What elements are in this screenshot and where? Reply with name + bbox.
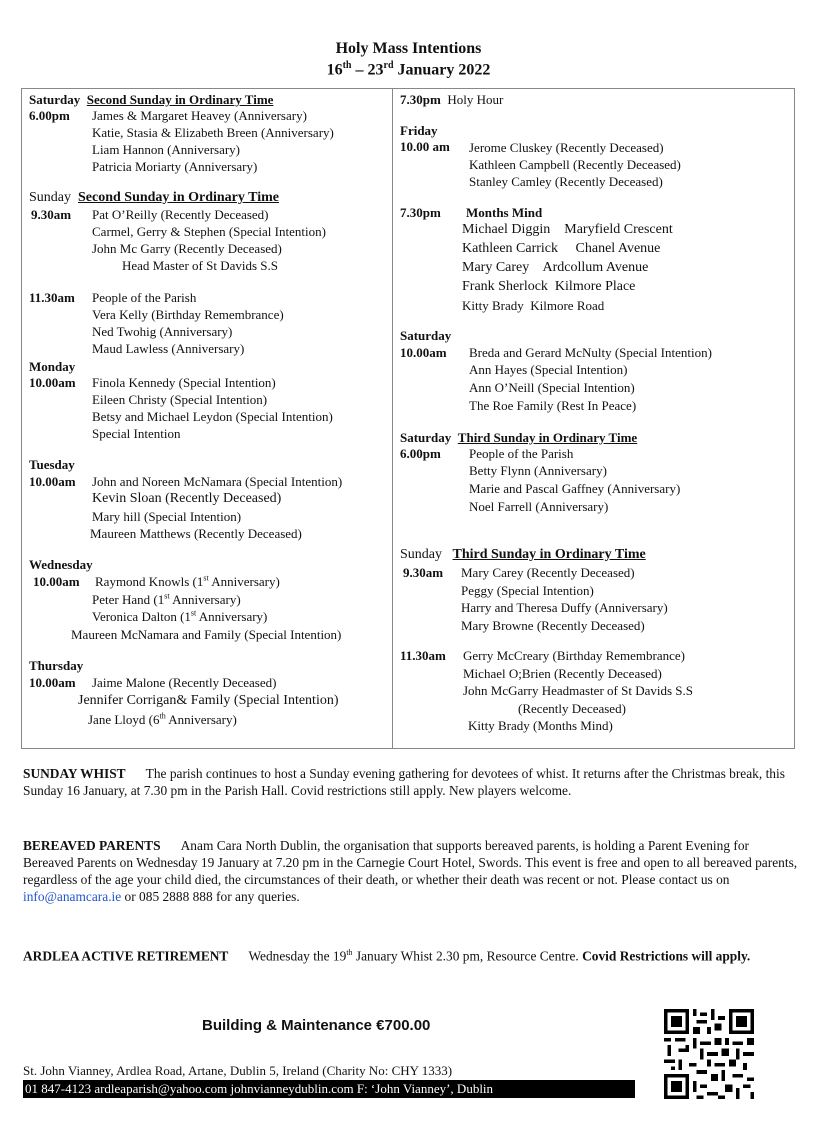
intention-line: Ann O’Neill (Special Intention) [469, 380, 635, 395]
intention-line: Maud Lawless (Anniversary) [92, 341, 245, 356]
sunday-time: 11.30am [29, 290, 75, 305]
intention-line: John and Noreen McNamara (Special Intention) [92, 474, 343, 489]
notice-label: SUNDAY WHIST [23, 766, 126, 781]
sunday-time: 9.30am [403, 565, 444, 580]
months-mind-line: Michael Diggin Maryfield Crescent [462, 222, 673, 237]
column-divider [392, 89, 393, 748]
notice-label: BEREAVED PARENTS [23, 838, 161, 853]
months-mind-title: Months Mind [466, 205, 543, 220]
intention-line: Harry and Theresa Duffy (Anniversary) [461, 600, 668, 615]
sunday-heading: Sunday Second Sunday in Ordinary Time [29, 190, 279, 205]
intention-line: Mary Browne (Recently Deceased) [461, 618, 645, 633]
intention-line: Ned Twohig (Anniversary) [92, 324, 233, 339]
intention-line: Marie and Pascal Gaffney (Anniversary) [469, 481, 681, 496]
intention-line: Vera Kelly (Birthday Remembrance) [92, 307, 284, 322]
intention-line: Betsy and Michael Leydon (Special Intention) [92, 409, 333, 424]
date-range: 16th – 23rd January 2022 [326, 60, 491, 79]
intention-line: Pat O’Reilly (Recently Deceased) [92, 207, 269, 222]
holy-hour-line: 7.30pm Holy Hour [400, 92, 504, 107]
intention-line: Jaime Malone (Recently Deceased) [92, 675, 277, 690]
intention-line: Breda and Gerard McNulty (Special Intention) [469, 345, 712, 360]
months-mind-line: Kathleen Carrick Chanel Avenue [462, 241, 661, 256]
saturday-vigil-time: 6.00pm [400, 446, 441, 461]
intention-line: Peter Hand (1st Anniversary) [92, 591, 241, 607]
months-mind-time: 7.30pm [400, 205, 441, 220]
contact-bar: 01 847-4123 ardleaparish@yahoo.com johnvianneydublin.com F: ‘John Vianney’, Dublin [23, 1080, 635, 1098]
intention-line: Jane Lloyd (6th Anniversary) [88, 711, 237, 727]
intention-line: People of the Parish [469, 446, 574, 461]
wednesday-heading: Wednesday [29, 557, 93, 572]
intention-line: Liam Hannon (Anniversary) [92, 142, 241, 157]
intention-line: Katie, Stasia & Elizabeth Breen (Anniversary) [92, 125, 334, 140]
sunday-heading: Sunday Third Sunday in Ordinary Time [400, 547, 646, 562]
notice-bereaved-parents: BEREAVED PARENTS Anam Cara North Dublin, the organisation that supports bereaved parents, is holding a Parent Evening for Bereaved Parents on Wednesday 19 January at 7.20 pm in the Carnegie Court Hotel, Swords. This event is free and open to all bereaved parents, regardless of the age your child died, the circumstances of their death, or whether their death was recent or not. Please contact us on info@anamcara.ie or 085 2888 888 for any queries. [23, 838, 798, 904]
intention-line: People of the Parish [92, 290, 197, 305]
intention-line: Ann Hayes (Special Intention) [469, 362, 628, 377]
saturday-heading: Saturday Second Sunday in Ordinary Time [29, 92, 274, 107]
tuesday-time: 10.00am [29, 474, 76, 489]
intention-line: Carmel, Gerry & Stephen (Special Intention) [92, 224, 326, 239]
intention-line: Kathleen Campbell (Recently Deceased) [469, 157, 681, 172]
intention-line: Maureen Matthews (Recently Deceased) [90, 526, 302, 541]
intention-line: Peggy (Special Intention) [461, 583, 594, 598]
intention-line: (Recently Deceased) [518, 701, 626, 716]
thursday-time: 10.00am [29, 675, 76, 690]
intention-line: Veronica Dalton (1st Anniversary) [92, 608, 268, 624]
building-fund-total: Building & Maintenance €700.00 [202, 1017, 431, 1034]
intention-line: Head Master of St Davids S.S [122, 258, 278, 273]
saturday-time: 10.00am [400, 345, 447, 360]
parish-address: St. John Vianney, Ardlea Road, Artane, Dublin 5, Ireland (Charity No: CHY 1333) [23, 1063, 453, 1078]
saturday-heading: Saturday [400, 328, 452, 343]
page-title: Holy Mass Intentions [335, 40, 482, 57]
intention-line: Mary hill (Special Intention) [92, 509, 242, 524]
intention-line: Kevin Sloan (Recently Deceased) [92, 491, 282, 506]
wednesday-time: 10.00am [33, 574, 80, 589]
intention-line: Patricia Moriarty (Anniversary) [92, 159, 258, 174]
notice-ardlea-retirement: ARDLEA ACTIVE RETIREMENT Wednesday the 19th January Whist 2.30 pm, Resource Centre. Covid Restrictions will apply. [23, 948, 751, 964]
intention-line: Stanley Camley (Recently Deceased) [469, 174, 663, 189]
email-link[interactable]: info@anamcara.ie [23, 889, 122, 904]
intention-line: Betty Flynn (Anniversary) [469, 463, 607, 478]
intention-line: Jennifer Corrigan& Family (Special Intention) [78, 693, 339, 708]
monday-heading: Monday [29, 359, 76, 374]
intention-line: The Roe Family (Rest In Peace) [469, 398, 637, 413]
intention-line: Noel Farrell (Anniversary) [469, 499, 609, 514]
friday-heading: Friday [400, 123, 438, 138]
intention-line: Finola Kennedy (Special Intention) [92, 375, 276, 390]
months-mind-line: Kitty Brady Kilmore Road [462, 298, 605, 313]
intention-line: John McGarry Headmaster of St Davids S.S [463, 683, 693, 698]
intention-line: Michael O;Brien (Recently Deceased) [463, 666, 662, 681]
intention-line: Special Intention [92, 426, 181, 441]
sunday-time: 11.30am [400, 648, 446, 663]
intention-line: Jerome Cluskey (Recently Deceased) [469, 140, 664, 155]
notice-sunday-whist: SUNDAY WHIST The parish continues to host a Sunday evening gathering for devotees of whist. It returns after the Christmas break, this Sunday 16 January, at 7.30 pm in the Parish Hall. Covid restrictions still apply. New players welcome. [23, 766, 785, 798]
intention-line: Raymond Knowls (1st Anniversary) [95, 573, 280, 589]
intention-line: Kitty Brady (Months Mind) [468, 718, 613, 733]
intention-line: Eileen Christy (Special Intention) [92, 392, 268, 407]
qr-code-icon [664, 1009, 754, 1099]
tuesday-heading: Tuesday [29, 457, 75, 472]
thursday-heading: Thursday [29, 658, 84, 673]
saturday-time: 6.00pm [29, 108, 70, 123]
intention-line: John Mc Garry (Recently Deceased) [92, 241, 282, 256]
saturday-vigil-heading: Saturday Third Sunday in Ordinary Time [400, 430, 638, 445]
months-mind-line: Frank Sherlock Kilmore Place [462, 279, 636, 294]
sunday-time: 9.30am [31, 207, 72, 222]
months-mind-line: Mary Carey Ardcollum Avenue [462, 260, 649, 275]
intention-line: Gerry McCreary (Birthday Remembrance) [463, 648, 685, 663]
intention-line: James & Margaret Heavey (Anniversary) [92, 108, 307, 123]
monday-time: 10.00am [29, 375, 76, 390]
mass-intentions-table [21, 88, 795, 749]
intention-line: Maureen McNamara and Family (Special Intention) [71, 627, 342, 642]
notice-label: ARDLEA ACTIVE RETIREMENT [23, 948, 229, 964]
intention-line: Mary Carey (Recently Deceased) [461, 565, 635, 580]
friday-time: 10.00 am [400, 139, 450, 154]
